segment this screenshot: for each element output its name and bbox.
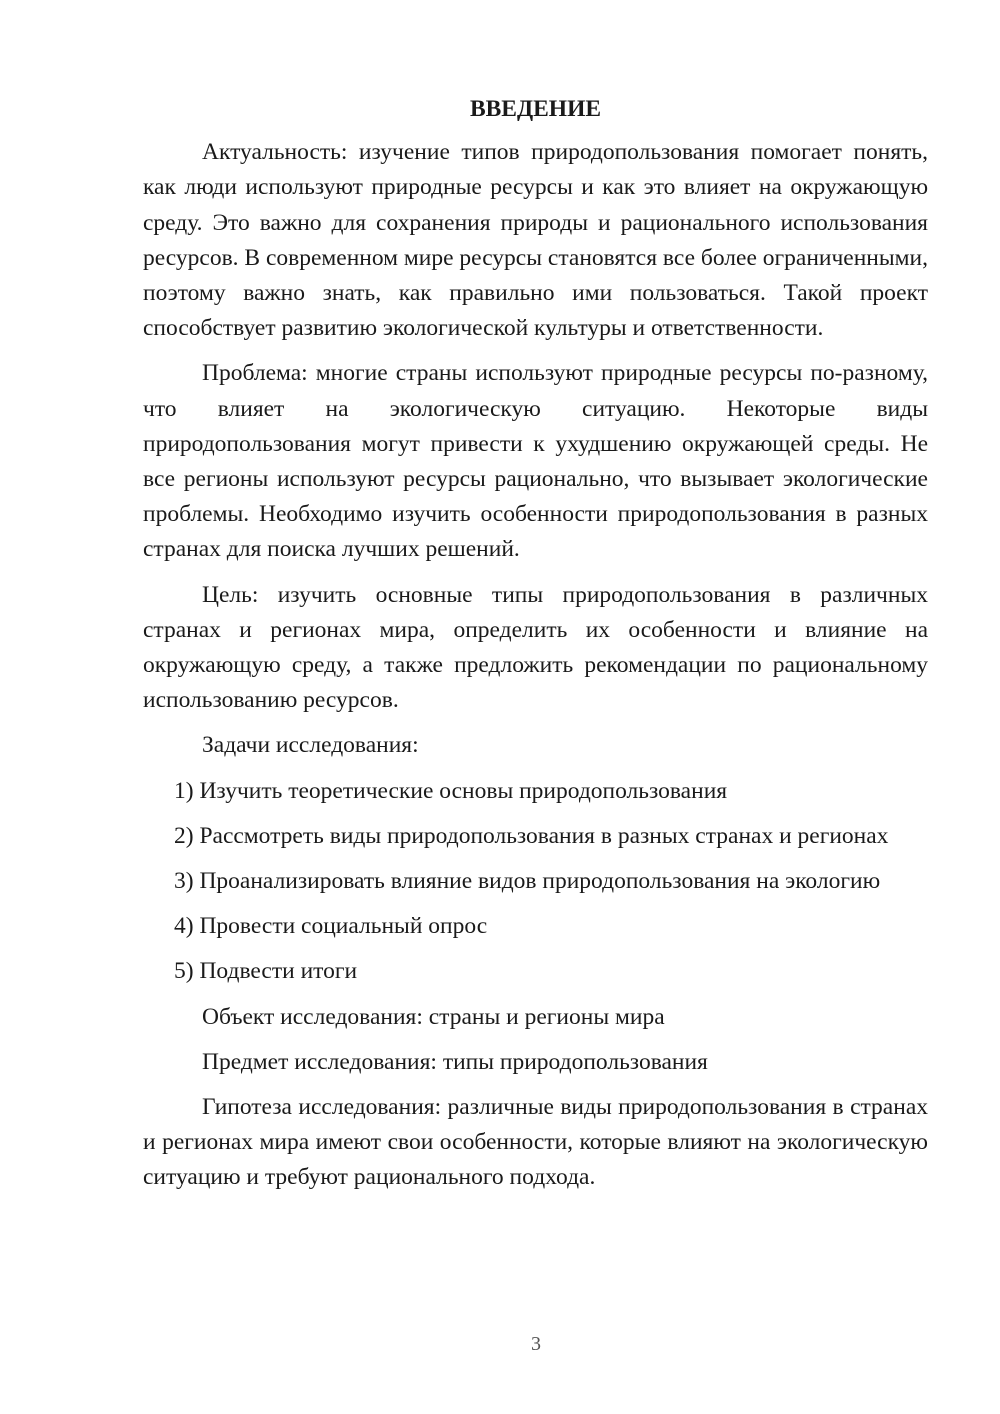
task-item-1: 1) Изучить теоретические основы природопользования: [174, 777, 728, 804]
relevance-paragraph: Актуальность: изучение типов природопользования помогает понять, как люди используют природные ресурсы и как это влияет на окружающую среду. Это важно для сохранения природы и рационального использования ресурсов. В современном мире ресурсы становятся все более ограниченными, поэтому важно знать, как правильно ими пользоваться. Такой проект способствует развитию экологической культуры и ответственности.: [143, 139, 928, 342]
page-content: [143, 92, 928, 1206]
task-item-3: 3) Проанализировать влияние видов природопользования на экологию: [174, 868, 881, 895]
hypothesis-paragraph: Гипотеза исследования: различные виды природопользования в странах и регионах мира имеют свои особенности, которые влияют на экологическую ситуацию и требуют рационального подхода.: [143, 1094, 928, 1191]
tasks-heading: Задачи исследования:: [202, 732, 419, 759]
task-item-2: 2) Рассмотреть виды природопользования в разных странах и регионах: [174, 822, 889, 849]
problem-paragraph: Проблема: многие страны используют природные ресурсы по-разному, что влияет на экологическую ситуацию. Некоторые виды природопользования могут привести к ухудшению окружающей среды. Не все регионы используют ресурсы рационально, что вызывает экологические проблемы. Необходимо изучить особенности природопользования в разных странах для поиска лучших решений.: [143, 360, 928, 563]
section-title: ВВЕДЕНИЕ: [469, 96, 602, 122]
task-item-5: 5) Подвести итоги: [174, 958, 358, 985]
task-item-4: 4) Провести социальный опрос: [174, 913, 488, 940]
page-number: 3: [531, 1333, 541, 1355]
goal-paragraph: Цель: изучить основные типы природопользования в различных странах и регионах мира, определить их особенности и влияние на окружающую среду, а также предложить рекомендации по рациональному использованию ресурсов.: [143, 581, 928, 714]
research-object: Объект исследования: страны и регионы мира: [202, 1003, 665, 1030]
research-subject: Предмет исследования: типы природопользования: [202, 1048, 708, 1075]
